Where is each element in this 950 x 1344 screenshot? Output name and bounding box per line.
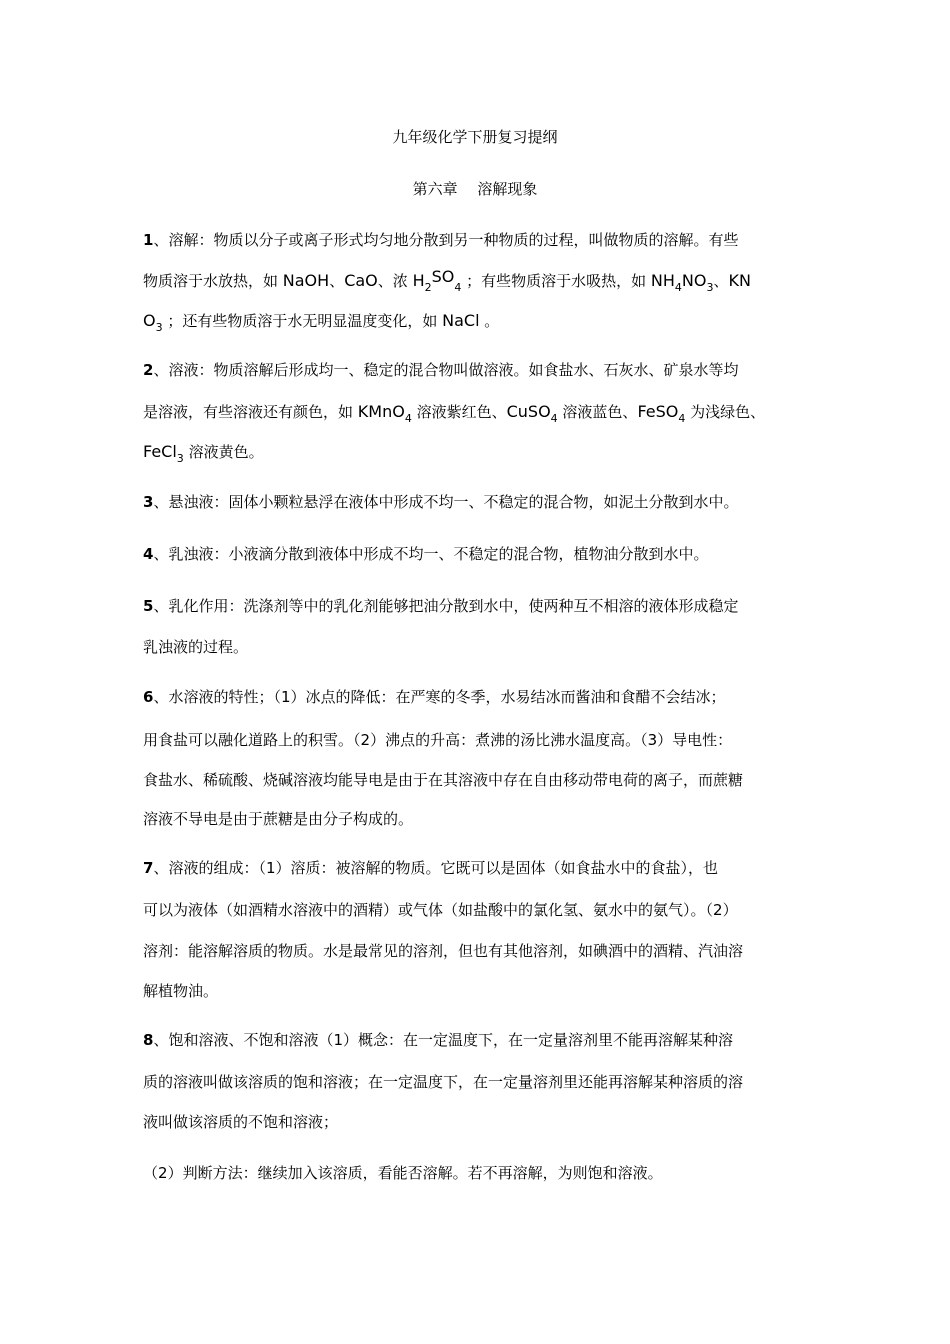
sub-number: 2 — [360, 731, 371, 749]
paragraph-2-line-2 — [143, 401, 813, 425]
text: 、悬浊液：固体小颗粒悬浮在液体中形成不均一、不稳定的混合物，如泥土分散到水中。 — [153, 493, 739, 511]
formula-o: O — [143, 311, 156, 330]
text: 食盐水、稀硫酸、烧碱溶液均能导电是由于在其溶液中存在自由移动带电荷的离子，而蔗糖 — [143, 771, 744, 789]
text: 、乳浊液：小液滴分散到液体中形成不均一、不稳定的混合物，植物油分散到水中。 — [153, 545, 709, 563]
paragraph-7-line-3 — [143, 940, 813, 961]
paragraph-2-line-3 — [143, 441, 813, 465]
formula-cuso: CuSO — [506, 402, 551, 421]
document-title: 九年级化学下册复习提纲 — [392, 128, 558, 146]
text: 、乳化作用：洗涤剂等中的乳化剂能够把油分散到水中，使两种互不相溶的液体形成稳定 — [153, 597, 739, 615]
subscript: 4 — [674, 281, 682, 294]
item-number: 3 — [143, 493, 154, 511]
text: 。 — [479, 312, 500, 330]
text: 、溶液：物质溶解后形成均一、稳定的混合物叫做溶液。如食盐水、石灰水、矿泉水等均 — [153, 361, 739, 379]
text: 物质溶于水放热，如 — [143, 272, 283, 290]
subscript: 4 — [404, 412, 412, 425]
paragraph-6-line-1 — [143, 686, 813, 707]
formula-cao: CaO — [344, 271, 378, 290]
paragraph-3 — [143, 491, 813, 512]
paragraph-6-line-2 — [143, 729, 813, 750]
item-number: 7 — [143, 859, 154, 877]
text: 溶液紫红色、 — [411, 403, 507, 421]
formula-nacl: NaCl — [442, 311, 480, 330]
sub-number: 1 — [265, 859, 276, 877]
text: 溶液黄色。 — [183, 443, 264, 461]
subscript: 3 — [155, 321, 163, 334]
formula-kmno: KMnO — [357, 402, 405, 421]
paragraph-6-line-4 — [143, 808, 813, 829]
text: 为浅绿色、 — [685, 403, 766, 421]
text: 、 — [329, 272, 345, 290]
formula-no: NO — [681, 271, 707, 290]
text: ）沸点的升高：煮沸的汤比沸水温度高。（ — [370, 731, 648, 749]
subscript: 3 — [706, 281, 714, 294]
item-number: 4 — [143, 545, 154, 563]
sub-number: 1 — [333, 1031, 343, 1049]
subscript: 4 — [678, 412, 686, 425]
formula-h: H — [412, 271, 425, 290]
paragraph-4 — [143, 543, 813, 564]
item-number: 5 — [143, 597, 154, 615]
text: ） — [722, 901, 738, 919]
formula-kn: KN — [728, 271, 751, 290]
formula-nh: NH — [650, 271, 675, 290]
text: 液叫做该溶质的不饱和溶液； — [143, 1113, 339, 1131]
text: ；还有些物质溶于水无明显温度变化，如 — [162, 312, 443, 330]
paragraph-1-line-1 — [143, 229, 813, 250]
paragraph-2-line-1 — [143, 359, 813, 380]
text: ）冰点的降低：在严寒的冬季，水易结冰而酱油和食醋不会结冰； — [290, 688, 726, 706]
sub-number: 1 — [280, 688, 291, 706]
subscript: 4 — [454, 281, 462, 294]
text: 用食盐可以融化道路上的积雪。（ — [143, 731, 361, 749]
item-number: 6 — [143, 688, 154, 706]
paragraph-8-line-2 — [143, 1071, 813, 1092]
paragraph-1-line-2 — [143, 267, 813, 294]
subscript: 4 — [550, 412, 558, 425]
paragraph-8-line-3 — [143, 1111, 813, 1132]
text: 解植物油。 — [143, 982, 219, 1000]
text: ）判断方法：继续加入该溶质，看能否溶解。若不再溶解，为则饱和溶液。 — [167, 1164, 663, 1182]
text: 、饱和溶液、不饱和溶液（ — [153, 1031, 334, 1049]
paragraph-8-line-4 — [143, 1162, 813, 1183]
text: ）溶质：被溶解的物质。它既可以是固体（如食盐水中的食盐），也 — [275, 859, 719, 877]
sub-number: 2 — [713, 901, 723, 919]
paragraph-8-line-1 — [143, 1029, 813, 1050]
paragraph-7-line-4 — [143, 980, 813, 1001]
text: ；有些物质溶于水吸热，如 — [461, 272, 651, 290]
text: 乳浊液的过程。 — [143, 638, 249, 656]
text: 、溶解：物质以分子或离子形式均匀地分散到另一种物质的过程，叫做物质的溶解。有些 — [153, 231, 739, 249]
text: ）导电性： — [657, 731, 733, 749]
item-number: 1 — [143, 231, 154, 249]
chapter-heading: 第六章 溶解现象 — [412, 180, 538, 198]
text: 、 — [713, 272, 729, 290]
text: 溶液不导电是由于蔗糖是由分子构成的。 — [143, 810, 414, 828]
text: 溶液蓝色、 — [557, 403, 638, 421]
text: 质的溶液叫做该溶质的饱和溶液；在一定温度下，在一定量溶剂里还能再溶解某种溶质的溶 — [143, 1073, 744, 1091]
text: 、溶液的组成：（ — [153, 859, 266, 877]
subscript: 3 — [176, 452, 184, 465]
formula-fecl: FeCl — [143, 442, 177, 461]
text: 可以为液体（如酒精水溶液中的酒精）或气体（如盐酸中的氯化氢、氨水中的氨气）。（ — [143, 901, 714, 919]
subscript: 2 — [424, 281, 432, 294]
paragraph-5-line-2 — [143, 636, 813, 657]
text: 溶剂：能溶解溶质的物质。水是最常见的溶剂，但也有其他溶剂，如碘酒中的酒精、汽油溶 — [143, 942, 744, 960]
formula-feso: FeSO — [637, 402, 679, 421]
sub-number: 2 — [158, 1164, 168, 1182]
paragraph-7-line-1 — [143, 857, 813, 878]
text: 、水溶液的特性；（ — [153, 688, 281, 706]
text: ）概念：在一定温度下，在一定量溶剂里不能再溶解某种溶 — [343, 1031, 734, 1049]
formula-so: SO — [431, 267, 455, 286]
text: 是溶液，有些溶液还有颜色，如 — [143, 403, 358, 421]
paragraph-5-line-1 — [143, 595, 813, 616]
sub-number: 3 — [647, 731, 658, 749]
item-number: 8 — [143, 1031, 154, 1049]
paragraph-6-line-3 — [143, 769, 813, 790]
text: （ — [143, 1164, 159, 1182]
item-number: 2 — [143, 361, 154, 379]
text: 、浓 — [377, 272, 413, 290]
paragraph-7-line-2 — [143, 899, 813, 920]
paragraph-1-line-3 — [143, 310, 813, 334]
formula-naoh: NaOH — [282, 271, 330, 290]
